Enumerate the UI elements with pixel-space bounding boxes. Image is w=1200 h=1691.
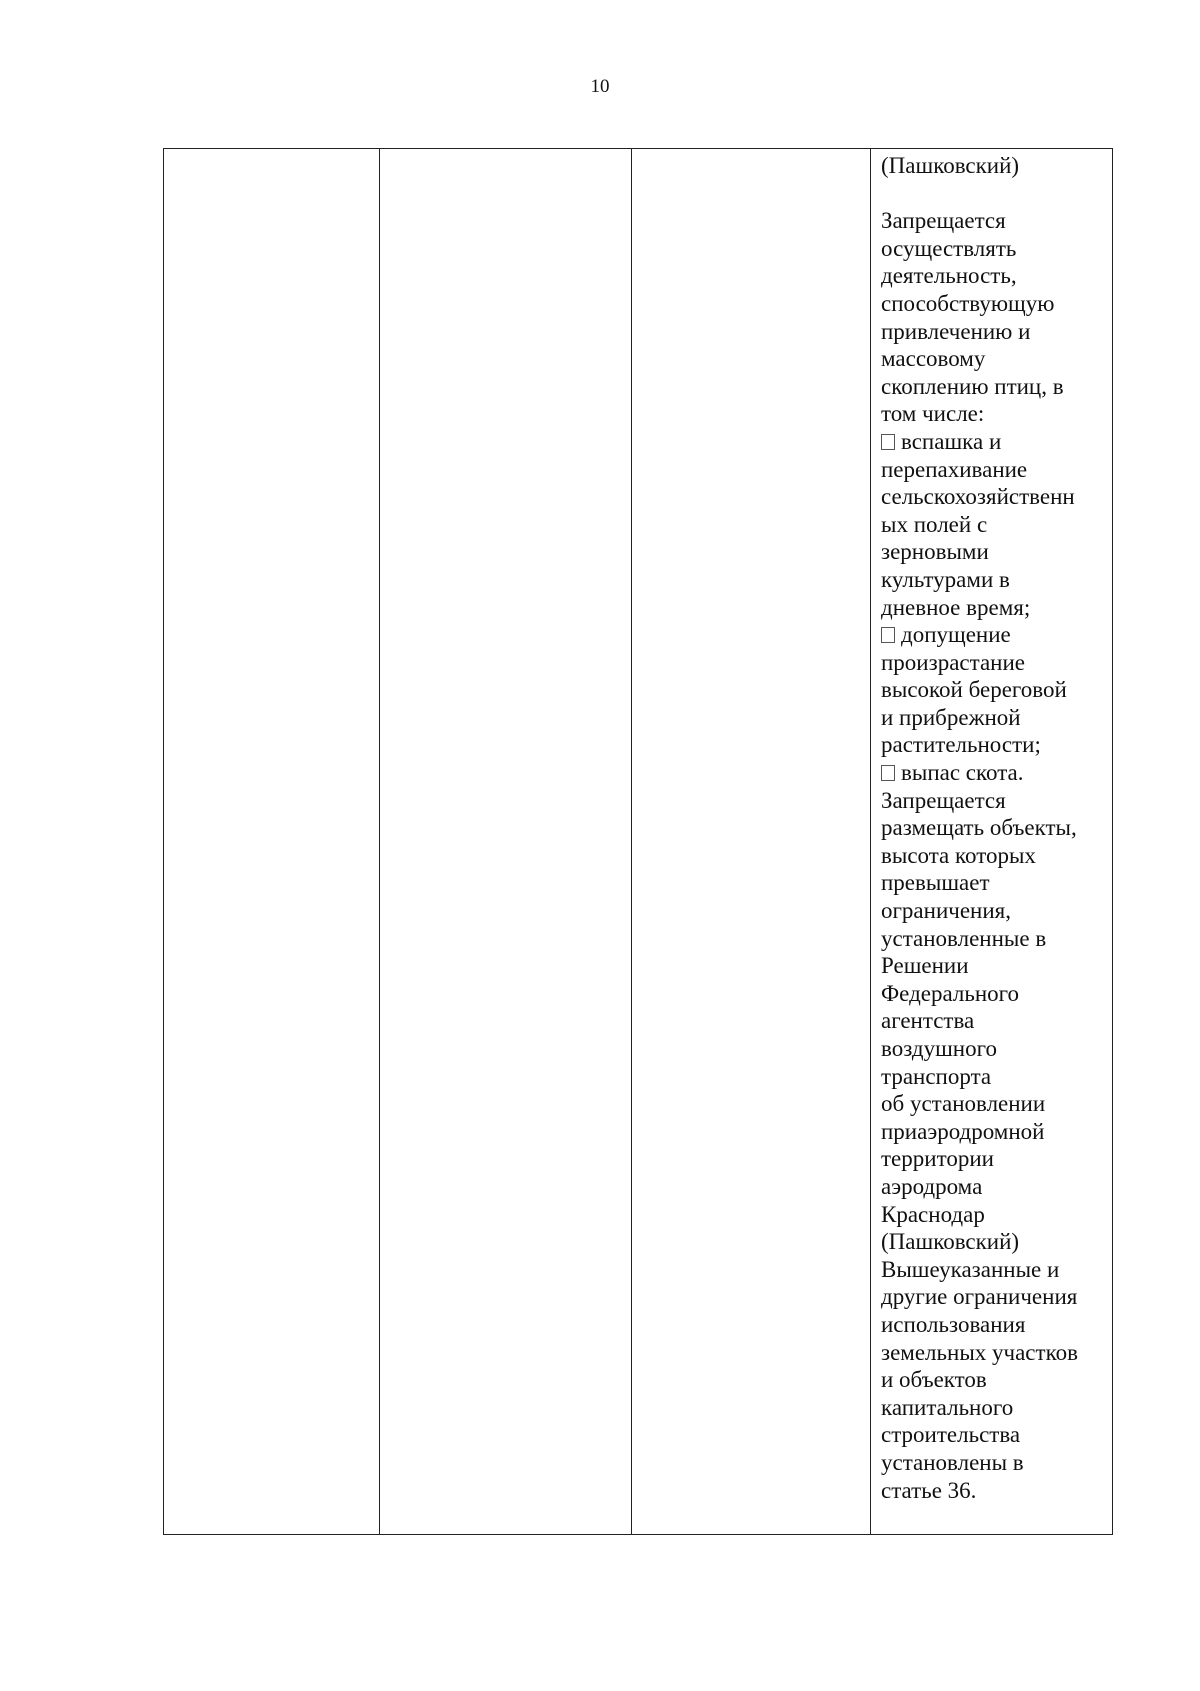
checkbox-bullet-icon [881, 765, 895, 781]
paragraph-height-limits: Запрещается размещать объекты, высота которых превышает ограничения, установленные в Решении Федерального агентства воздушного транспорта об установлении приаэродромной территории аэродрома Краснодар (Пашковский) [881, 787, 1077, 1255]
paragraph-article-36: Вышеуказанные и другие ограничения использования земельных участков и объектов капитального строительства установлены в статье 36. [881, 1256, 1078, 1503]
table-cell-col4 [871, 149, 1113, 1535]
list-item-plowing-text: вспашка и перепахивание сельскохозяйственн ых полей с зерновыми культурами в дневное время; [881, 428, 1075, 620]
list-item-plowing [881, 428, 1104, 621]
checkbox-bullet-icon [881, 434, 895, 450]
list-item-grazing [881, 759, 1104, 787]
page-number: 10 [590, 76, 610, 97]
table-row [164, 149, 1113, 1535]
list-item-vegetation [881, 621, 1104, 759]
table-cell-col3 [632, 149, 871, 1535]
paragraph-pashkovsky: (Пашковский) [881, 153, 1020, 178]
paragraph-gap [881, 180, 1104, 208]
restrictions-text [871, 149, 1112, 1504]
paragraph-prohibited-activity: Запрещается осуществлять деятельность, способствующую привлечению и массовому скоплению птиц, в том числе: [881, 208, 1064, 427]
list-item-grazing-text: выпас скота. [901, 760, 1024, 786]
checkbox-bullet-icon [881, 627, 895, 643]
table-cell-col1 [164, 149, 380, 1535]
table-cell-col2 [380, 149, 632, 1535]
document-table [163, 148, 1113, 1535]
list-item-vegetation-text: допущение произрастание высокой береговой и прибрежной растительности; [881, 622, 1067, 758]
